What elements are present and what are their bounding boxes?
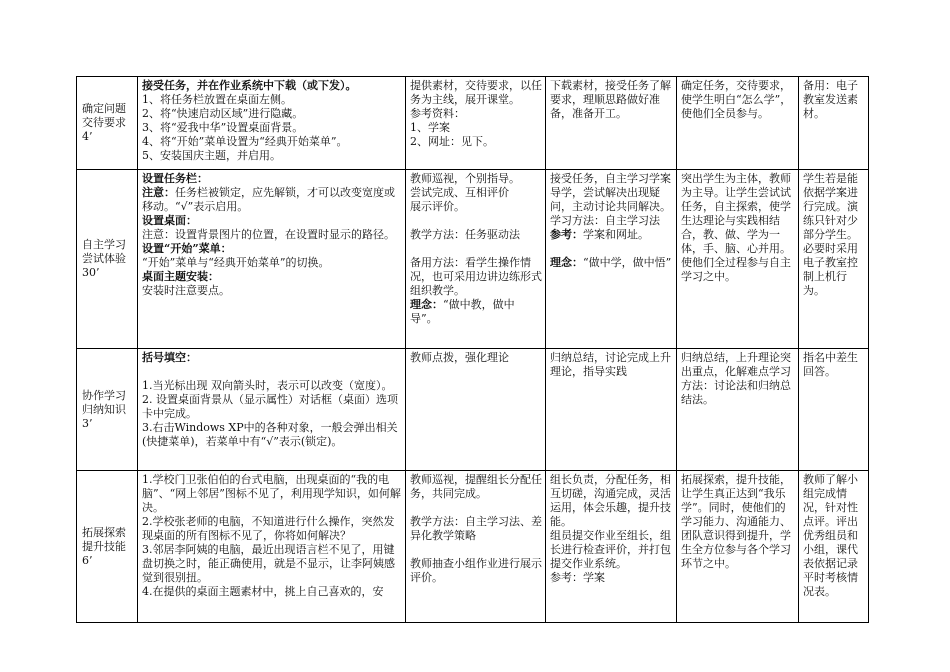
cell-text-line: 学习方法：自主学习法 bbox=[550, 214, 660, 227]
student-activity-cell bbox=[546, 349, 677, 471]
activity-content-cell bbox=[138, 349, 406, 471]
design-intent-cell bbox=[677, 170, 799, 349]
cell-text-line: 教学方法：自主学习法、差异化教学策略 bbox=[410, 515, 542, 542]
spacer bbox=[410, 543, 542, 557]
activity-content-cell bbox=[138, 471, 406, 623]
cell-text-line: 注意：设置背景图片的位置，在设置时显示的路径。 bbox=[142, 228, 395, 241]
cell-text-line: 备用：电子教室发送素材。 bbox=[803, 79, 858, 120]
student-activity-cell bbox=[546, 77, 677, 170]
cell-text-line: 2、网址：见下。 bbox=[410, 135, 494, 148]
remarks-cell bbox=[799, 471, 869, 623]
remarks-cell bbox=[799, 77, 869, 170]
cell-text-line: 参考：学案和网址。 bbox=[550, 228, 649, 241]
cell-text-line: 展示评价。 bbox=[410, 200, 465, 213]
cell-text-line: 接受任务，自主学习学案导学，尝试解决出现疑问，主动讨论共同解决。 bbox=[550, 172, 671, 213]
cell-text-line: 教师了解小组完成情况，针对性点评。评出优秀组员和小组，课代表依据记录平时考核情况表。 bbox=[803, 473, 858, 598]
lesson-plan-body bbox=[77, 77, 869, 623]
cell-text-line: 教学方法：任务驱动法 bbox=[410, 228, 520, 241]
cell-text-line: 参考资料： bbox=[410, 107, 465, 120]
cell-text-line: 组员提交作业至组长，组长进行检查评价，并打包提交作业系统。 bbox=[550, 529, 671, 570]
teacher-activity-cell bbox=[406, 170, 546, 349]
cell-text-line: 教师巡视，个别指导。 bbox=[410, 172, 520, 185]
stage-label: 4’ bbox=[82, 130, 93, 143]
stage-label: 交待要求 bbox=[82, 116, 126, 129]
activity-content-cell bbox=[138, 77, 406, 170]
stage-label: 协作学习 bbox=[82, 388, 126, 402]
spacer bbox=[550, 242, 673, 256]
cell-text-line: 2. 设置桌面背景从（显示属性）对话框（桌面）选项卡中完成。 bbox=[142, 393, 398, 420]
table-row bbox=[77, 170, 869, 349]
cell-text-line: 3、将“爱我中华”设置桌面背景。 bbox=[142, 121, 304, 134]
cell-text-line: 1、将任务栏放置在桌面左侧。 bbox=[142, 93, 292, 106]
bold-lead: 注意： bbox=[142, 186, 175, 199]
cell-text-line: 1.当光标出现 双向箭头时，表示可以改变（宽度）。 bbox=[142, 379, 393, 392]
table-row bbox=[77, 471, 869, 623]
cell-text-line: 学生若是能依据学案进行完成。演练只针对少部分学生。必要时采用电子教室控制上机行为。 bbox=[803, 172, 858, 297]
cell-text-line: 下载素材，接受任务了解要求，理顺思路做好准备，准备开工。 bbox=[550, 79, 671, 120]
activity-content-cell bbox=[138, 170, 406, 349]
cell-text-line: 接受任务，并在作业系统中下载（或下发）。 bbox=[142, 79, 357, 92]
cell-text-line: 括号填空： bbox=[142, 351, 197, 364]
stage-cell bbox=[77, 471, 138, 623]
stage-label: 3’ bbox=[82, 416, 93, 430]
stage-cell bbox=[77, 349, 138, 471]
teacher-activity-cell bbox=[406, 471, 546, 623]
stage-label: 6’ bbox=[82, 553, 93, 567]
cell-text-line: 3.邻居李阿姨的电脑，最近出现语言栏不见了，用键盘切换之时，能正确使用，就是不显示，让李阿姨感觉到很别扭。 bbox=[142, 543, 395, 584]
cell-text-line: 设置“开始”菜单： bbox=[142, 242, 232, 255]
cell-text-line: 归纳总结，上升理论突出重点，化解难点学习方法：讨论法和归纳总结法。 bbox=[681, 351, 791, 406]
table-row bbox=[77, 77, 869, 170]
cell-text-line: 教师点拨，强化理论 bbox=[410, 351, 509, 364]
teacher-activity-cell bbox=[406, 349, 546, 471]
cell-text-line: 1、学案 bbox=[410, 121, 450, 134]
stage-label: 30’ bbox=[82, 266, 100, 279]
stage-label: 自主学习 bbox=[82, 238, 126, 251]
cell-text-line: 桌面主题安装： bbox=[142, 270, 219, 283]
stage-label: 尝试体验 bbox=[82, 252, 126, 265]
stage-cell bbox=[77, 77, 138, 170]
cell-text-line: 2、将“快速启动区域”进行隐藏。 bbox=[142, 107, 304, 120]
cell-text-line: 理念：“做中教，做中导”。 bbox=[410, 298, 515, 325]
cell-text-line: 突出学生为主体，教师为主导。让学生尝试试任务，自主探索，使学生达理论与实践相结合，教、做、学为一体，手、脑、心并用。使他们全过程参与自主学习之中。 bbox=[681, 172, 791, 283]
cell-text-line: 确定任务，交待要求，使学生明白“怎么学”，使他们全员参与。 bbox=[681, 79, 792, 120]
design-intent-cell bbox=[677, 349, 799, 471]
cell-text-line: 组长负责，分配任务，相互切磋，沟通完成，灵活运用，体会乐趣，提升技能。 bbox=[550, 473, 671, 528]
stage-label: 归纳知识 bbox=[82, 402, 126, 416]
cell-text-line: 提供素材，交待要求，以任务为主线，展开课堂。 bbox=[410, 79, 542, 106]
table-row bbox=[77, 349, 869, 471]
cell-text-line: 2.学校张老师的电脑，不知道进行什么操作，突然发现桌面的所有图标不见了，你将如何解决？ bbox=[142, 515, 395, 542]
cell-text-line: 理念：“做中学，做中悟” bbox=[550, 256, 672, 269]
design-intent-cell bbox=[677, 77, 799, 170]
cell-text-line: 尝试完成、互相评价 bbox=[410, 186, 509, 199]
cell-text-line: 归纳总结，讨论完成上升理论，指导实践 bbox=[550, 351, 671, 378]
bold-lead: 理念： bbox=[550, 256, 583, 269]
cell-text-line: “开始”菜单与“经典开始菜单”的切换。 bbox=[142, 256, 330, 269]
cell-text-line: 4.在提供的桌面主题素材中，挑上自己喜欢的，安 bbox=[142, 585, 384, 598]
lesson-plan-table bbox=[76, 76, 869, 623]
cell-text-line: 1.学校门卫张伯伯的台式电脑，出现桌面的“我的电脑”、“网上邻居”图标不见了，利用现学知识，如何解决。 bbox=[142, 473, 401, 514]
spacer bbox=[410, 501, 542, 515]
cell-text-line: 5、安装国庆主题，并启用。 bbox=[142, 149, 281, 162]
bold-lead: 参考： bbox=[550, 228, 583, 241]
cell-text-line: 4、将“开始”菜单设置为“经典开始菜单”。 bbox=[142, 135, 348, 148]
stage-label: 提升技能 bbox=[82, 539, 126, 553]
cell-text-line: 3.右击Windows XP中的各种对象，一般会弹出相关(快捷菜单)，若菜单中有“√”表示(锁定)。 bbox=[142, 421, 398, 448]
spacer bbox=[410, 214, 542, 228]
cell-text-line: 参考：学案 bbox=[550, 571, 605, 584]
student-activity-cell bbox=[546, 471, 677, 623]
stage-label: 确定问题 bbox=[82, 102, 126, 115]
stage-cell bbox=[77, 170, 138, 349]
cell-text-line: 注意：任务栏被锁定，应先解锁，才可以改变宽度或移动。“√”表示启用。 bbox=[142, 186, 395, 213]
cell-text-line: 安装时注意要点。 bbox=[142, 284, 230, 297]
design-intent-cell bbox=[677, 471, 799, 623]
teacher-activity-cell bbox=[406, 77, 546, 170]
cell-text-line: 设置桌面： bbox=[142, 214, 197, 227]
cell-text-line: 设置任务栏： bbox=[142, 172, 208, 185]
cell-text-line: 拓展探索，提升技能，让学生真正达到“我乐学”。同时，使他们的学习能力、沟通能力、团队意识得到提升，学生全方位参与各个学习环节之中。 bbox=[681, 473, 791, 570]
stage-label: 拓展探索 bbox=[82, 525, 126, 539]
student-activity-cell bbox=[546, 170, 677, 349]
bold-lead: 理念： bbox=[410, 298, 443, 311]
cell-text-line: 教师抽查小组作业进行展示评价。 bbox=[410, 557, 542, 584]
cell-text-line: 指名中差生回答。 bbox=[803, 351, 858, 378]
spacer bbox=[410, 242, 542, 256]
remarks-cell bbox=[799, 170, 869, 349]
cell-text-line: 教师巡视，提醒组长分配任务，共同完成。 bbox=[410, 473, 542, 500]
remarks-cell bbox=[799, 349, 869, 471]
cell-text-line: 备用方法：看学生操作情况，也可采用边讲边练形式组织教学。 bbox=[410, 256, 542, 297]
spacer bbox=[142, 365, 402, 379]
